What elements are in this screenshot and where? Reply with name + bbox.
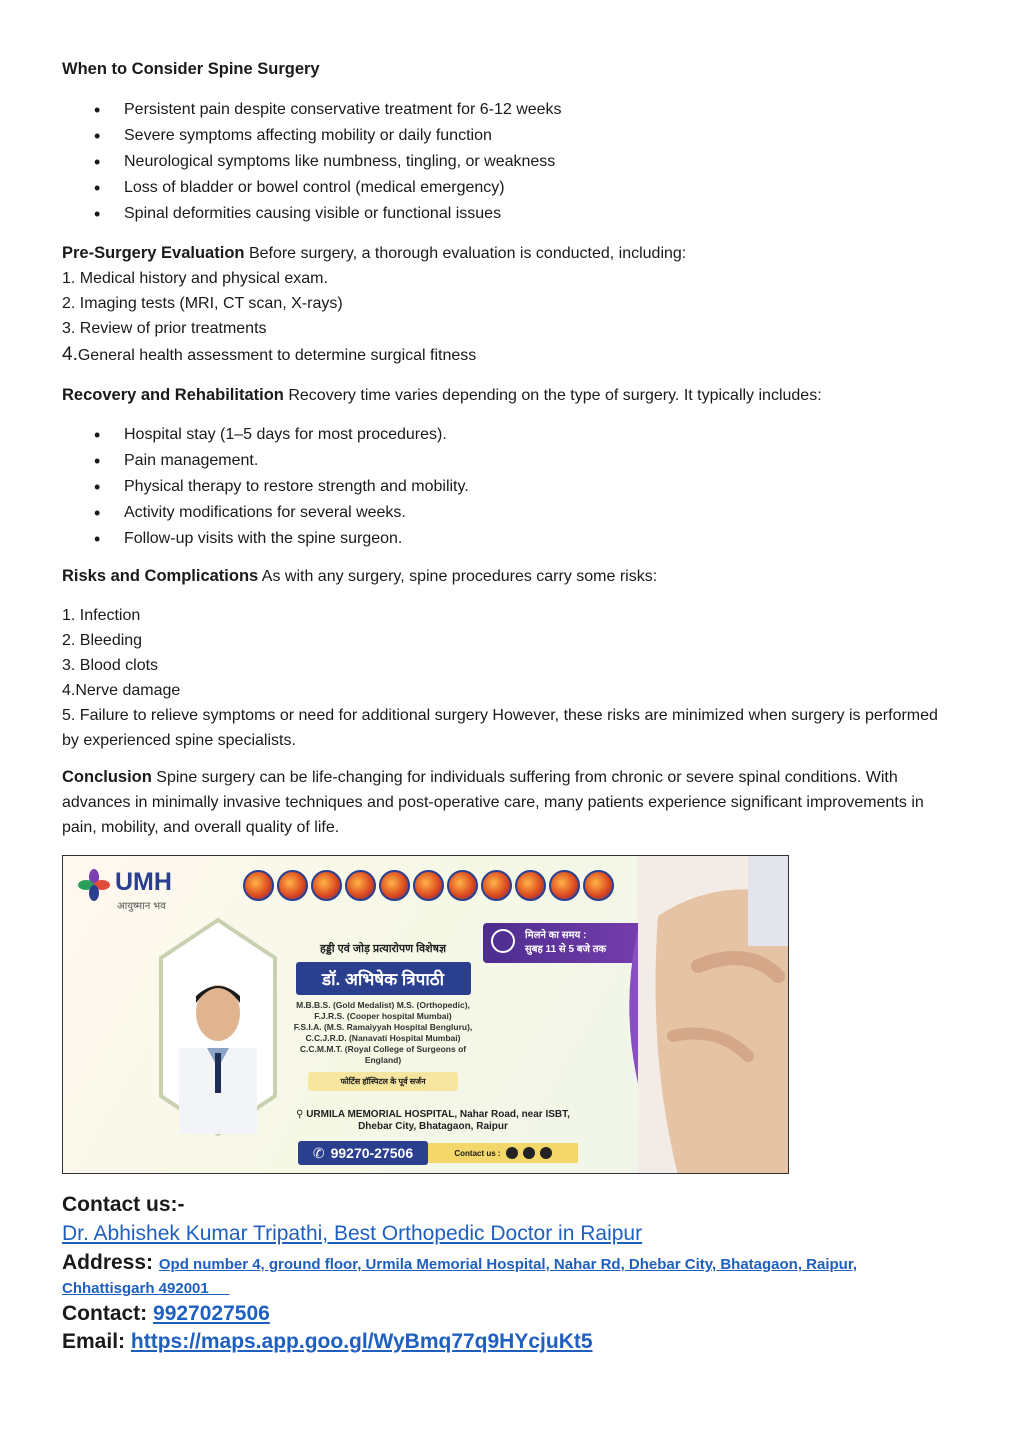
phone-link[interactable]: 9927027506 bbox=[153, 1302, 270, 1325]
when-list bbox=[62, 97, 952, 227]
address-line: Dhebar City, Bhatagaon, Raipur bbox=[358, 1121, 508, 1132]
logo-tagline: आयुष्मान भव bbox=[117, 901, 166, 912]
credential-line: M.B.B.S. (Gold Medalist) M.S. (Orthopedic), bbox=[296, 1000, 470, 1010]
pre-item: 3. Review of prior treatments bbox=[62, 320, 267, 337]
risk-item: 3. Blood clots bbox=[62, 657, 159, 674]
former-surgeon-badge: फोर्टिस हॉस्पिटल के पूर्व सर्जन bbox=[308, 1072, 458, 1091]
pre-item-4-number: 4. bbox=[62, 344, 78, 365]
credential-line: C.C.J.R.D. (Nanavati Hospital Mumbai) bbox=[305, 1033, 461, 1043]
joint-icon bbox=[515, 870, 546, 901]
credential-line: F.S.I.A. (M.S. Ramaiyyah Hospital Bengluru), bbox=[293, 1022, 473, 1032]
joint-icon bbox=[379, 870, 410, 901]
doctor-link-row bbox=[62, 1222, 962, 1246]
whatsapp-icon bbox=[540, 1147, 552, 1159]
pre-intro: Before surgery, a thorough evaluation is conducted, including: bbox=[248, 245, 687, 262]
facebook-icon bbox=[506, 1147, 518, 1159]
pre-heading: Pre-Surgery Evaluation bbox=[62, 244, 245, 262]
joint-icon bbox=[345, 870, 376, 901]
list-item: • Neurological symptoms like numbness, tingling, or weakness bbox=[124, 149, 952, 175]
address-label: Address: bbox=[62, 1251, 154, 1274]
recovery-intro: Recovery time varies depending on the type of surgery. It typically includes: bbox=[288, 387, 822, 404]
doctor-profile-link[interactable]: Dr. Abhishek Kumar Tripathi, Best Orthopedic Doctor in Raipur bbox=[62, 1222, 643, 1245]
list-item: • Follow-up visits with the spine surgeon. bbox=[124, 526, 952, 552]
contact-label: Contact us : bbox=[454, 1148, 501, 1158]
list-item: • Severe symptoms affecting mobility or daily function bbox=[124, 123, 952, 149]
joint-icon bbox=[549, 870, 580, 901]
recovery-list bbox=[62, 422, 952, 552]
risk-item: 1. Infection bbox=[62, 607, 141, 624]
doctor-credentials bbox=[283, 941, 483, 1091]
joint-icon bbox=[277, 870, 308, 901]
risk-item: 5. Failure to relieve symptoms or need for additional surgery However, these risks are minimized when surgery is performed by experienced spine specialists. bbox=[62, 707, 938, 749]
risks-heading: Risks and Complications bbox=[62, 567, 259, 585]
conclusion-section bbox=[62, 765, 952, 840]
pre-surgery-section bbox=[62, 241, 952, 266]
email-link[interactable]: https://maps.app.goo.gl/WyBmq77q9HYcjuKt5 bbox=[130, 1330, 593, 1353]
clock-icon bbox=[491, 929, 515, 953]
location-pin-icon: ⚲ bbox=[296, 1109, 307, 1120]
phone-row bbox=[62, 1302, 962, 1326]
specialty-subtitle: हड्डी एवं जोड़ प्रत्यारोपण विशेषज्ञ bbox=[319, 943, 447, 955]
contact-label: Contact: bbox=[62, 1302, 148, 1325]
joint-icon bbox=[481, 870, 512, 901]
article-body bbox=[62, 60, 952, 840]
address-row-2 bbox=[62, 1280, 962, 1298]
email-row bbox=[62, 1330, 962, 1354]
timing-label: मिलने का समय : bbox=[525, 930, 587, 941]
list-item: • Physical therapy to restore strength and mobility. bbox=[124, 474, 952, 500]
recovery-section bbox=[62, 383, 952, 408]
address-link-line2[interactable]: Chhattisgarh 492001 bbox=[62, 1280, 209, 1297]
pre-item: 2. Imaging tests (MRI, CT scan, X-rays) bbox=[62, 295, 343, 312]
banner-phone: ✆ 99270-27506 bbox=[298, 1141, 428, 1165]
joint-icon bbox=[243, 870, 274, 901]
joint-icon bbox=[311, 870, 342, 901]
joint-icon bbox=[447, 870, 478, 901]
knee-pain-photo bbox=[638, 856, 789, 1174]
phone-icon: ✆ bbox=[312, 1144, 325, 1161]
recovery-heading: Recovery and Rehabilitation bbox=[62, 386, 284, 404]
flower-logo-icon bbox=[77, 868, 111, 902]
conclusion-text: Spine surgery can be life-changing for individuals suffering from chronic or severe spinal conditions. With advances in minimally invasive techniques and post-operative care, many patients experience significant improvements in pain, mobility, and overall quality of life. bbox=[62, 769, 924, 836]
list-item: • Hospital stay (1–5 days for most procedures). bbox=[124, 422, 952, 448]
contact-title: Contact us:- bbox=[62, 1193, 185, 1216]
joint-icon bbox=[413, 870, 444, 901]
logo-text: UMH bbox=[115, 868, 172, 896]
pre-item-4 bbox=[62, 341, 952, 369]
joint-icons-row bbox=[243, 870, 614, 900]
risks-section bbox=[62, 564, 952, 589]
when-heading: When to Consider Spine Surgery bbox=[62, 60, 320, 78]
address-row bbox=[62, 1250, 962, 1278]
timing-hours: सुबह 11 से 5 बजे तक bbox=[525, 944, 607, 955]
list-item: • Loss of bladder or bowel control (medical emergency) bbox=[124, 175, 952, 201]
address-link[interactable]: Opd number 4, ground floor, Urmila Memorial Hospital, Nahar Rd, Dhebar City, Bhatagaon, Raipur, bbox=[158, 1256, 858, 1273]
pre-item: 1. Medical history and physical exam. bbox=[62, 270, 328, 287]
risk-item: 4.Nerve damage bbox=[62, 682, 181, 699]
list-item: • Persistent pain despite conservative treatment for 6-12 weeks bbox=[124, 97, 952, 123]
banner-contact-bar bbox=[428, 1143, 578, 1163]
list-item: • Spinal deformities causing visible or functional issues bbox=[124, 201, 952, 227]
risks-intro: As with any surgery, spine procedures carry some risks: bbox=[261, 568, 658, 585]
doctor-name-banner: डॉ. अभिषेक त्रिपाठी bbox=[296, 962, 471, 995]
credential-line: C.C.M.M.T. (Royal College of Surgeons of England) bbox=[299, 1044, 467, 1065]
credential-line: F.J.R.S. (Cooper hospital Mumbai) bbox=[314, 1011, 452, 1021]
doctor-banner bbox=[62, 855, 789, 1174]
conclusion-heading: Conclusion bbox=[62, 768, 152, 786]
list-item: • Activity modifications for several weeks. bbox=[124, 500, 952, 526]
email-label: Email: bbox=[62, 1330, 126, 1353]
list-item: • Pain management. bbox=[124, 448, 952, 474]
umh-logo bbox=[77, 868, 197, 914]
banner-address bbox=[283, 1109, 583, 1133]
address-line: ⚲ URMILA MEMORIAL HOSPITAL, Nahar Road, near ISBT, bbox=[296, 1109, 570, 1120]
pre-item-4-text: General health assessment to determine surgical fitness bbox=[77, 347, 477, 364]
doctor-photo bbox=[157, 918, 279, 1136]
contact-section bbox=[62, 1193, 962, 1354]
risk-item: 2. Bleeding bbox=[62, 632, 143, 649]
instagram-icon bbox=[523, 1147, 535, 1159]
